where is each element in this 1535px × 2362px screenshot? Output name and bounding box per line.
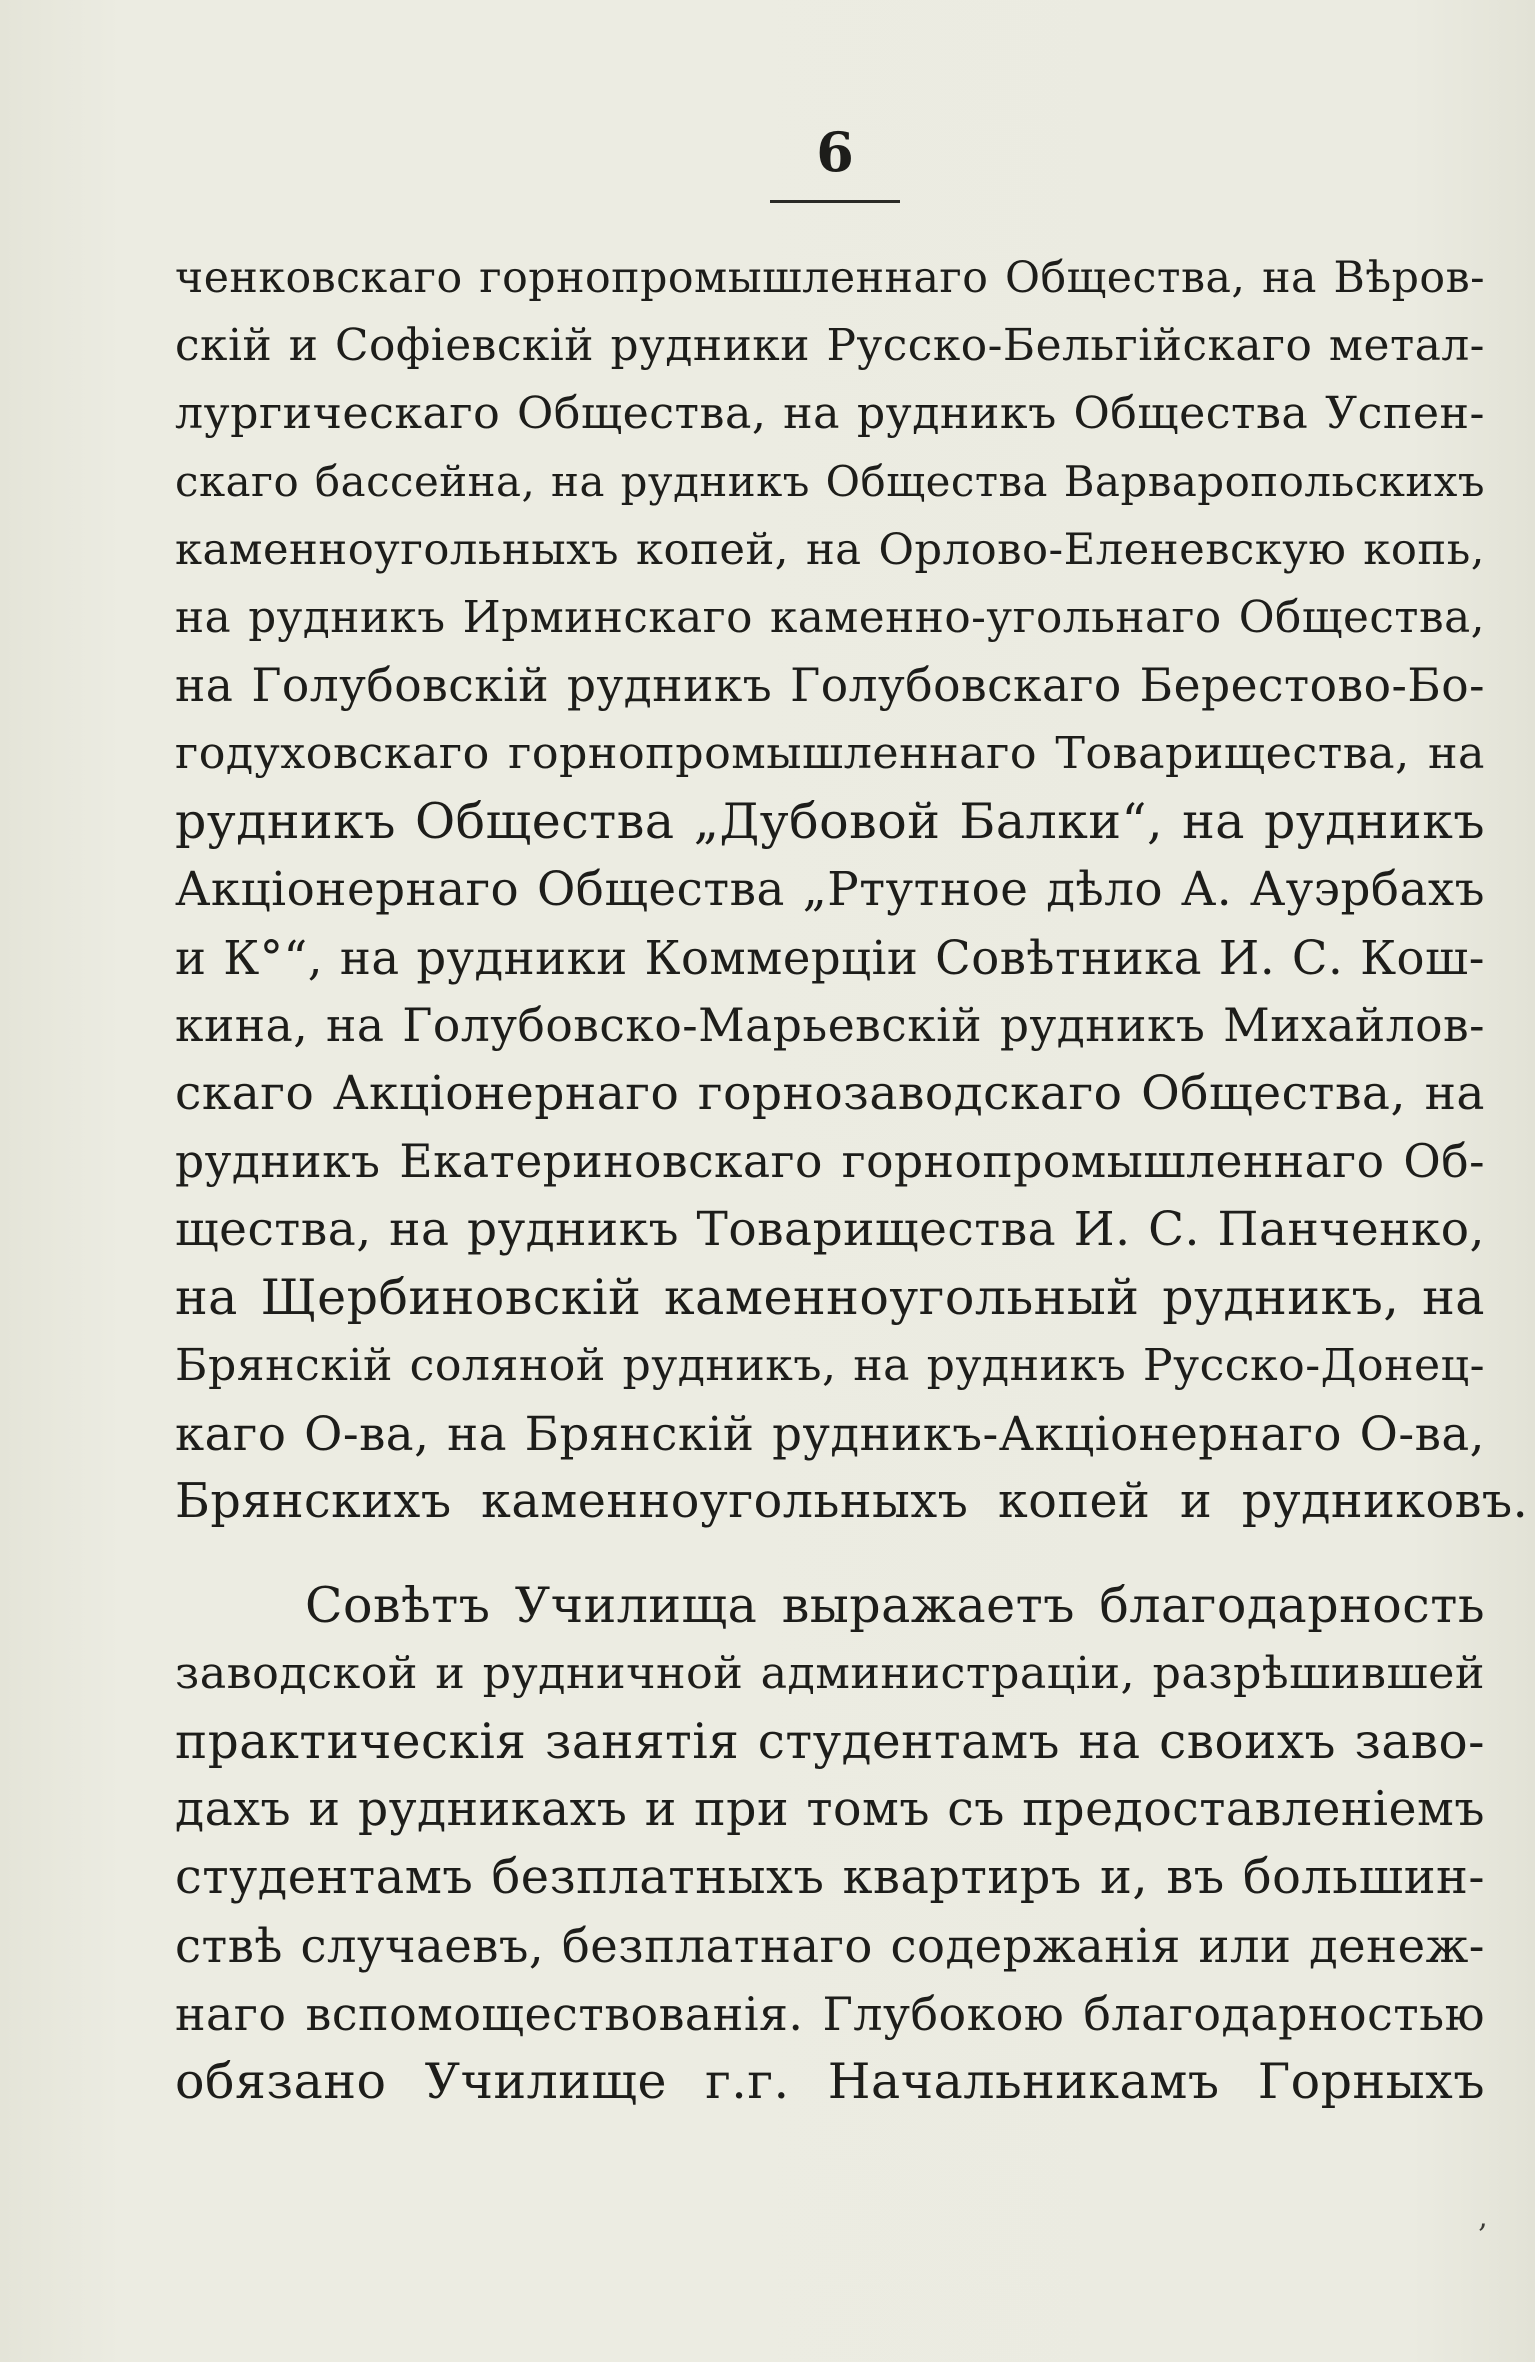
text-line: Брянскихъ каменноугольныхъ копей и рудниковъ.	[175, 1474, 1529, 1529]
paragraph-gap	[175, 1536, 1485, 1572]
text-line: практическія занятія студентамъ на своихъ заво-	[175, 1714, 1485, 1770]
corner-mark: ‚	[1478, 2200, 1488, 2235]
text-line: Брянскій соляной рудникъ, на рудникъ Русско-Донец-	[175, 1340, 1485, 1391]
text-line: заводской и рудничной администраціи, разрѣшившей	[175, 1648, 1485, 1699]
text-line: на рудникъ Ирминскаго каменно-угольнаго Общества,	[175, 592, 1485, 643]
body-text	[175, 244, 1529, 2116]
text-line: лургическаго Общества, на рудникъ Общества Успен-	[175, 388, 1485, 439]
text-line: каменноугольныхъ копей, на Орлово-Еленевскую копь,	[175, 525, 1485, 575]
text-line: дахъ и рудникахъ и при томъ съ предоставленіемъ	[175, 1782, 1485, 1837]
text-line: Акціонернаго Общества „Ртутное дѣло А. Ауэрбахъ	[175, 863, 1485, 917]
text-line: Совѣтъ Училища выражаетъ благодарность	[305, 1577, 1485, 1634]
text-line: рудникъ Екатериновскаго горнопромышленнаго Об-	[175, 1135, 1485, 1188]
page-number: 6	[816, 120, 854, 184]
page-number-rule	[770, 200, 900, 203]
text-line: скій и Софіевскій рудники Русско-Бельгійскаго метал-	[175, 320, 1485, 371]
text-line: ствѣ случаевъ, безплатнаго содержанія или денеж-	[175, 1919, 1485, 1973]
text-line: скаго бассейна, на рудникъ Общества Варваропольскихъ	[175, 457, 1485, 506]
text-line: скаго Акціонернаго горнозаводскаго Общества, на	[175, 1066, 1485, 1121]
text-line: студентамъ безплатныхъ квартиръ и, въ большин-	[175, 1850, 1485, 1905]
text-line: на Щербиновскій каменноугольный рудникъ, на	[175, 1269, 1485, 1326]
text-line: каго О-ва, на Брянскій рудникъ-Акціонернаго О-ва,	[175, 1407, 1485, 1461]
text-line: кина, на Голубовско-Марьевскій рудникъ Михайлов-	[175, 999, 1485, 1052]
text-line: ченковскаго горнопромышленнаго Общества, на Вѣров-	[175, 253, 1485, 303]
text-line: годуховскаго горнопромышленнаго Товарищества, на	[175, 728, 1485, 779]
text-line: щества, на рудникъ Товарищества И. С. Панченко,	[175, 1202, 1485, 1257]
text-line: наго вспомоществованія. Глубокою благодарностью	[175, 1987, 1485, 2041]
text-line: обязано Училище г.г. Начальникамъ Горныхъ	[175, 2053, 1485, 2110]
text-line: рудникъ Общества „Дубовой Балки“, на рудникъ	[175, 793, 1485, 850]
text-line: на Голубовскій рудникъ Голубовскаго Берестово-Бо-	[175, 659, 1485, 712]
text-line: и К°“, на рудники Коммерціи Совѣтника И. С. Кош-	[175, 931, 1485, 985]
